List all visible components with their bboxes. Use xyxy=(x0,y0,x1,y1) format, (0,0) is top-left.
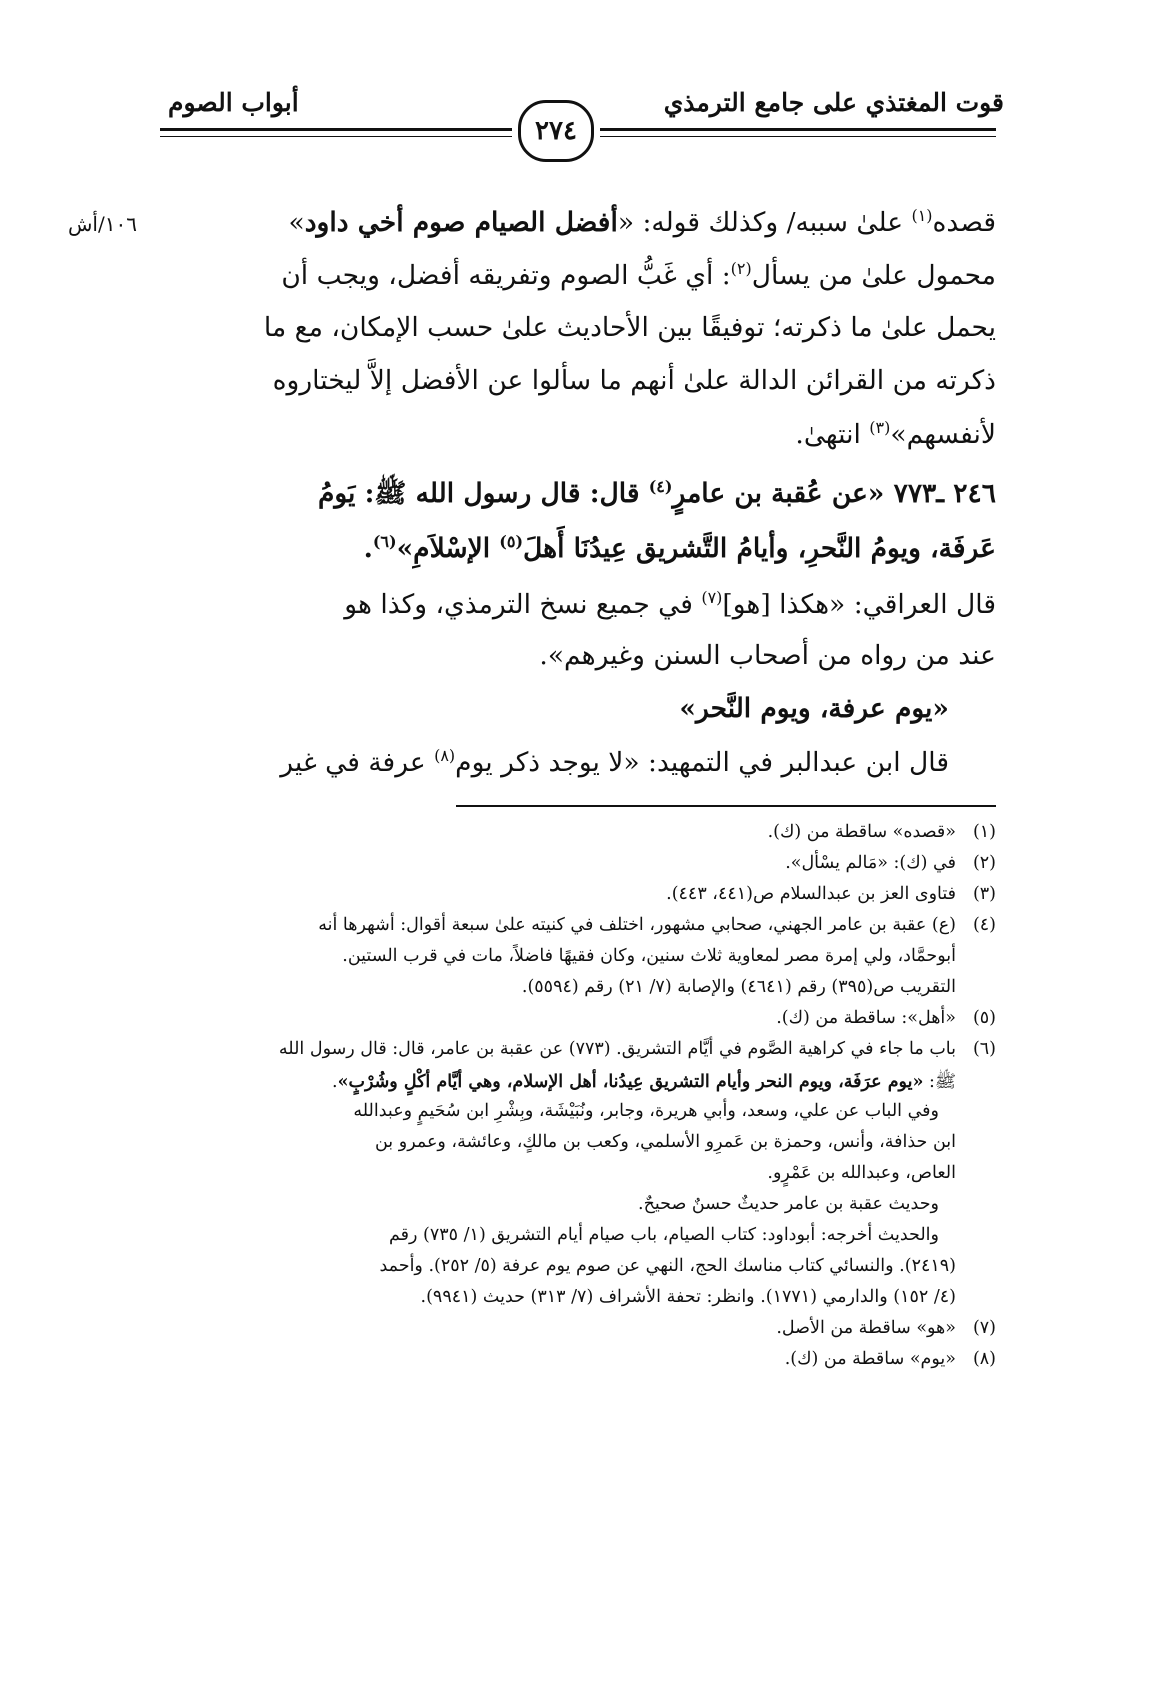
header-rule-right xyxy=(600,128,996,131)
footnote-6-line-2: ﷺ: «يوم عرَفَة، ويوم النحر وأيام التشريق عِيدُنا، أهل الإسلام، وهي أيَّام أكْلٍ وشُرْبٍ». xyxy=(332,1072,956,1092)
margin-reference: ١٠٦/أش xyxy=(68,212,137,236)
body-line-11: قال ابن عبدالبر في التمهيد: «لا يوجد ذكر يوم$^{(٨)}$ عرفة في غير xyxy=(280,746,949,778)
footnote-6-line-7: والحديث أخرجه: أبوداود: كتاب الصيام، باب صيام أيام التشريق (١/ ٧٣٥) رقم xyxy=(389,1225,939,1245)
hadith-line-1: ٢٤٦ ـ٧٧٣ «عن عُقبة بن عامرٍ$^{(٤)}$ قال: قال رسول الله ﷺ: يَومُ xyxy=(317,477,996,509)
body-line-3: يحمل علىٰ ما ذكرته؛ توفيقًا بين الأحاديث علىٰ حسب الإمكان، مع ما xyxy=(263,312,996,343)
header-rule-right-thin xyxy=(600,136,996,137)
running-title: قوت المغتذي على جامع الترمذي xyxy=(663,88,1004,117)
page-number: ٢٧٤ xyxy=(518,100,594,162)
hadith-line-2: عَرفَة، ويومُ النَّحرِ، وأيامُ التَّشريق عِيدُنَا أَهلَ$^{(٥)}$ الإسْلاَمِ»$^{(٦)}$. xyxy=(363,532,996,564)
section-subheading: «يوم عرفة، ويوم النَّحر» xyxy=(679,693,949,724)
body-line-8: قال العراقي: «هكذا [هو]$^{(٧)}$ في جميع نسخ الترمذي، وكذا هو xyxy=(344,588,996,620)
footnote-4: (٤)(ع) عقبة بن عامر الجهني، صحابي مشهور، اختلف في كنيته علىٰ سبعة أقوال: أشهرها أنه xyxy=(318,915,996,935)
body-line-2: محمول علىٰ من يسأل$^{(٢)}$: أي غَبُّ الصوم وتفريقه أفضل، ويجب أن xyxy=(281,259,996,291)
header-rule-left xyxy=(160,128,512,131)
footnote-3: (٣)فتاوى العز بن عبدالسلام ص(٤٤١، ٤٤٣). xyxy=(666,884,996,904)
chapter-title: أبواب الصوم xyxy=(168,88,299,117)
footnote-separator xyxy=(456,805,996,807)
footnote-2: (٢)في (ك): «مَالم يسْأل». xyxy=(785,853,996,873)
footnote-7: (٧)«هو» ساقطة من الأصل. xyxy=(776,1318,996,1338)
body-line-5: لأنفسهم»$^{(٣)}$ انتهىٰ. xyxy=(795,418,996,450)
footnote-6-line-8: (٢٤١٩). والنسائي كتاب مناسك الحج، النهي عن صوم يوم عرفة (٥/ ٢٥٢). وأحمد xyxy=(379,1256,956,1276)
footnote-5: (٥)«أهل»: ساقطة من (ك). xyxy=(776,1008,996,1028)
body-line-9: عند من رواه من أصحاب السنن وغيرهم». xyxy=(539,640,996,671)
footnote-6-line-6: وحديث عقبة بن عامر حديثٌ حسنٌ صحيحٌ. xyxy=(638,1194,939,1214)
header-rule-left-thin xyxy=(160,136,512,137)
footnote-1: (١)«قصده» ساقطة من (ك). xyxy=(767,822,996,842)
footnote-6-line-3: وفي الباب عن علي، وسعد، وأبي هريرة، وجابر، ونُبَيْشَة، وبِشْرِ ابن سُحَيمٍ وعبدالله xyxy=(353,1101,939,1121)
footnote-6-line-9: (٤/ ١٥٢) والدارمي (١٧٧١). وانظر: تحفة الأشراف (٧/ ٣١٣) حديث (٩٩٤١). xyxy=(420,1287,956,1307)
footnote-6-line-5: العاص، وعبدالله بن عَمْرٍو. xyxy=(767,1163,956,1183)
footnote-6-line-4: ابن حذافة، وأنس، وحمزة بن عَمرِو الأسلمي، وكعب بن مالكٍ، وعائشة، وعمرو بن xyxy=(374,1132,956,1152)
footnote-4-line-3: التقريب ص(٣٩٥) رقم (٤٦٤١) والإصابة (٧/ ٢١) رقم (٥٥٩٤). xyxy=(521,977,956,997)
footnote-6: (٦)باب ما جاء في كراهية الصَّوم في أيَّام التشريق. (٧٧٣) عن عقبة بن عامر، قال: قال رسول الله xyxy=(278,1039,996,1059)
body-line-4: ذكرته من القرائن الدالة علىٰ أنهم ما سألوا عن الأفضل إلاَّ ليختاروه xyxy=(272,365,996,396)
footnote-8: (٨)«يوم» ساقطة من (ك). xyxy=(784,1349,996,1369)
body-line-1: قصده$^{(١)}$ علىٰ سببه/ وكذلك قوله: «أفضل الصيام صوم أخي داود» xyxy=(288,206,996,238)
footnote-4-line-2: أبوحمَّاد، ولي إمرة مصر لمعاوية ثلاث سنين، وكان فقيهًا فاضلاً، مات في قرب الستين. xyxy=(342,946,956,966)
